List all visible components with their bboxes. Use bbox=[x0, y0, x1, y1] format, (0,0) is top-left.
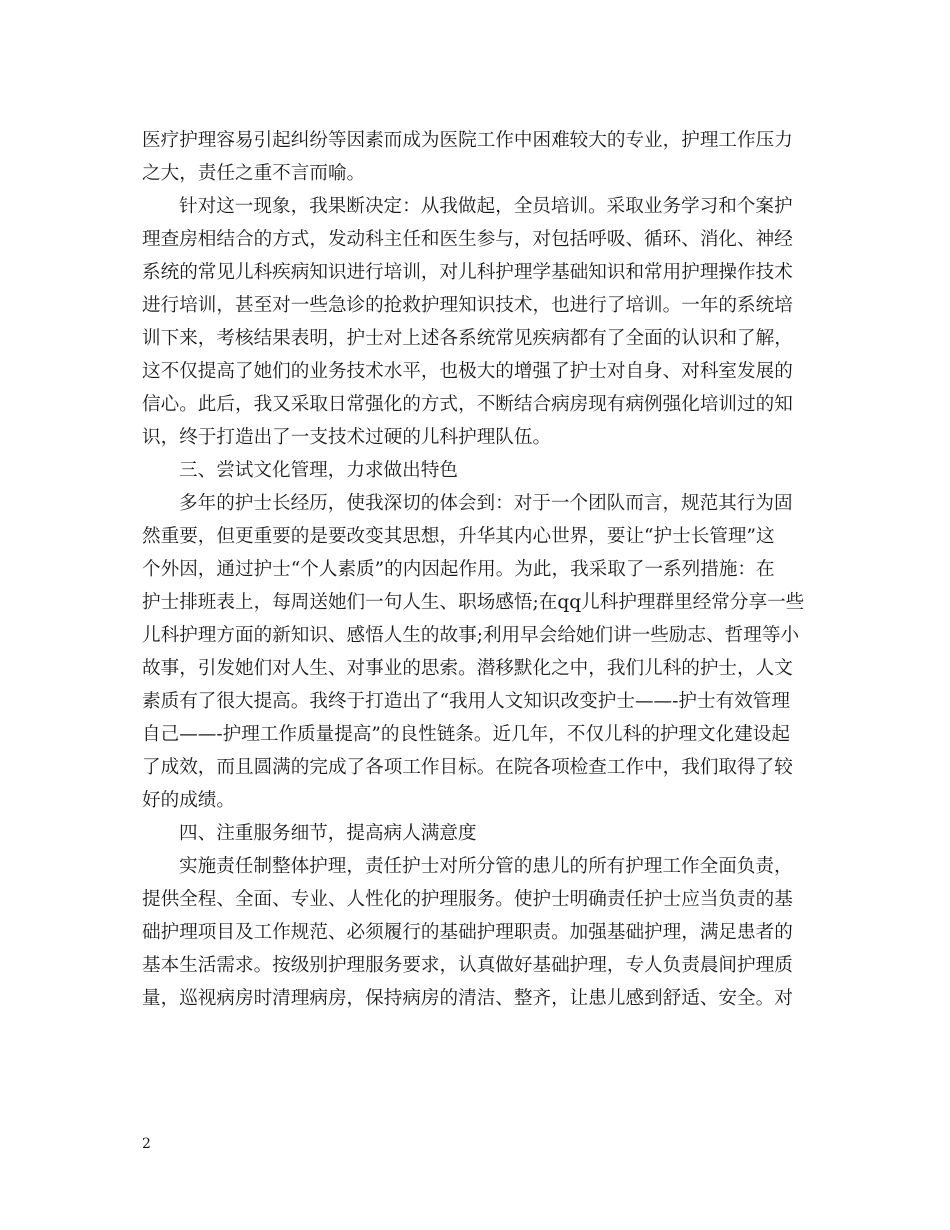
paragraph: 多年的护士长经历，使我深切的体会到：对于一个团队而言，规范其行为固 然重要，但更重要的是要改变其思想，升华其内心世界，要让“护士长管理”这 个外因，通过护士“个人素质”的内因起作用。为此，我采取了一系列措施：在 护士排班表上，每周送她们一句人生、职场感悟;在qq儿科护理群里经常分享一些 儿科护理方面的新知识、感悟人生的故事;利用早会给她们讲一些励志、哲理等小 故事，引发她们对人生、对事业的思索。潜移默化之中，我们儿科的护士，人文 素质有了很大提高。我终于打造出了“我用人文知识改变护士——-护士有效管理 自己——-护理工作质量提高”的良性链条。近几年，不仅儿科的护理文化建设起 了成效，而且圆满的完成了各项工作目标。在院各项检查工作中，我们取得了较 好的成绩。 bbox=[142, 493, 805, 811]
paragraph: 针对这一现象，我果断决定：从我做起，全员培训。采取业务学习和个案护 理查房相结合的方式，发动科主任和医生参与，对包括呼吸、循环、消化、神经 系统的常见儿科疾病知识进行培训，对儿科护理学基础知识和常用护理操作技术 进行培训，甚至对一些急诊的抢救护理知识技术，也进行了培训。一年的系统培 训下来，考核结果表明，护士对上述各系统常见疾病都有了全面的认识和了解， 这不仅提高了她们的业务技术水平，也极大的增强了护士对自身、对科室发展的 信心。此后，我又采取日常强化的方式，不断结合病房现有病例强化培训过的知 识，终于打造出了一支技术过硬的儿科护理队伍。 bbox=[142, 196, 793, 448]
document-body bbox=[142, 124, 814, 1015]
paragraph: 实施责任制整体护理，责任护士对所分管的患儿的所有护理工作全面负责， 提供全程、全面、专业、人性化的护理服务。使护士明确责任护士应当负责的基 础护理项目及工作规范、必须履行的基础护理职责。加强基础护理，满足患者的 基本生活需求。按级别护理服务要求，认真做好基础护理，专人负责晨间护理质 量，巡视病房时清理病房，保持病房的清洁、整齐，让患儿感到舒适、安全。对 bbox=[142, 856, 793, 1009]
section-heading: 四、注重服务细节，提高病人满意度 bbox=[179, 823, 477, 844]
page-number: 2 bbox=[142, 1136, 151, 1152]
section-heading: 三、尝试文化管理，力求做出特色 bbox=[179, 460, 458, 481]
paragraph: 医疗护理容易引起纠纷等因素而成为医院工作中困难较大的专业，护理工作压力 之大，责任之重不言而喻。 bbox=[142, 130, 793, 184]
